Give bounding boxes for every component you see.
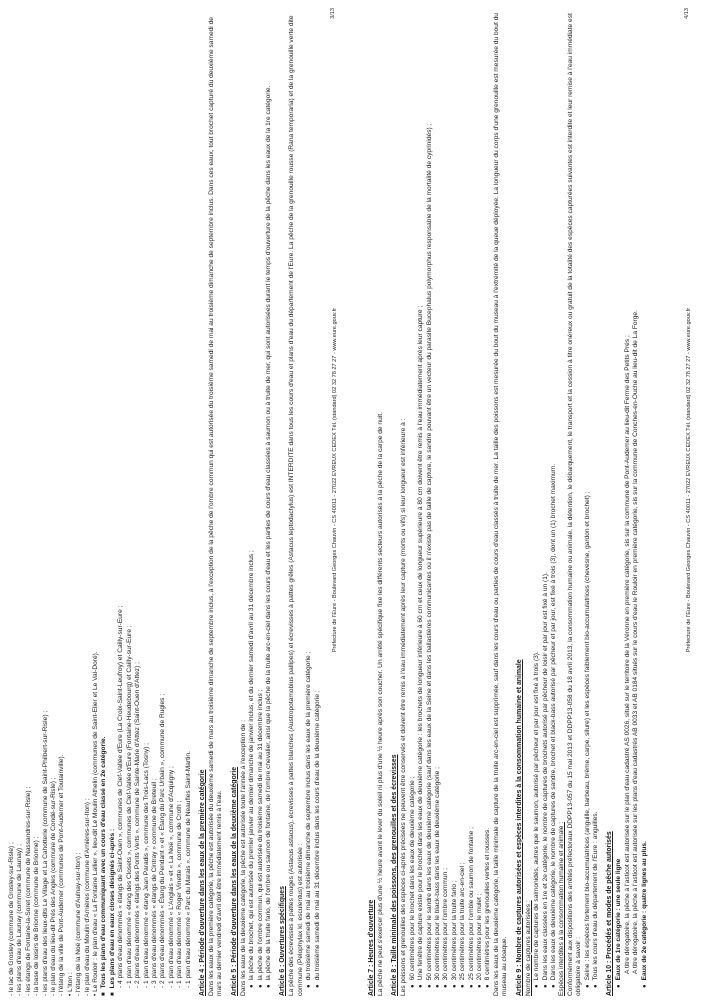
list-item: ● Dans les eaux classées en 1re et 2e catégorie, le nombre de captures de brochets autorisé par pêcheur de loisir et par jour est fixé à un (1).	[542, 4, 550, 988]
list-item: ● la pêche du brochet, qui est autorisée du premier janvier au dernier dimanche de janvier inclus, et du dernier samedi d'avril au 31 décembre inclus ;	[248, 4, 256, 988]
list-item: A titre dérogatoire, la pêche à l'asticot est autorisée sur les plans d'eau cadastrés AB 0033 et AB 0184 situés sur le cours d'eau le Rouloir en première catégorie, sis sur la commune de Conches-en-Ouche au lieu-dit de La Forge.	[632, 310, 640, 974]
list-item: - les plans d'eau de Launay (commune de Launay) ;	[16, 844, 24, 996]
list-item: ● Le nombre de captures de salmonidés, autres que le saumon, autorisé par pêcheur et par jour est fixé à trois (3).	[533, 4, 541, 988]
list-item: A titre dérogatoire, la pêche à l'asticot est autorisée sur le plan d'eau cadastré AS 0026, situé sur le territoire de la Véronne en première catégorie, sis sur la commune de Pont-Audemer au lieu-dit Ferme des Petits Prés ;	[623, 335, 631, 974]
list-item: - le plan d'eau du lieu-dit Prés des Angles (commune de Condé-sur-Risle) ;	[50, 777, 58, 996]
list-item: ● 20 centimètres pour le mulet ;	[476, 4, 484, 988]
article-5-title: Article 5 : Période d'ouverture dans les eaux de la deuxième catégorie	[230, 766, 238, 996]
article-10-title: Article 10 : Procédés et modes de pêche autorisés	[606, 831, 614, 996]
article-4-text: Dans les eaux de la première catégorie, la pêche est autorisée du deuxième samedi de mars au troisième dimanche de septembre inclus, à l'exception de la pêche de l'ombre commun qui est autorisée du troisième samedi de mai au troisième dimanche de septembre inclus. Dans ces eaux, tout brochet capturé du deuxième samedi de mars au dernier vendredi d'avril doit être immédiatement remis à l'eau.	[207, 17, 224, 996]
list-item: • Le Rouloir : le plan d'eau « La Fontaine Lallier », lieu-dit Le Moulin Athelin (communes de Saint-Elier et Le Val-Doré).	[92, 651, 100, 996]
article-8-title: Article 8 : Taille minimale des poissons, des grenouilles et des écrevisses	[391, 754, 399, 996]
list-item: ● 8 centimètres pour les grenouilles vertes et rousses.	[484, 4, 492, 988]
list-item: - le lac de Grosley (commune de Grosley-sur-Risle) ;	[8, 842, 15, 996]
list-item: - 3 plans d'eau dénommés « étangs de Cintray » commune de Breteuil ;	[150, 778, 158, 988]
list-item: - 1 plan d'eau dénommé « étang Jean Paradis », commune des Trois-Lacs (Tosny) ;	[142, 743, 150, 988]
article-9-list-2	[584, 4, 601, 996]
list-item: ● 30 centimètres pour l'ombre commun ;	[442, 4, 450, 988]
list-item: - 1 plan d'eau dénommé « étang des Closets », communes de Clef-Vallée d'Eure (Fontaine-Heudebourg) et Cailly-sur-Eure ;	[125, 625, 133, 988]
list-item: ● 60 centimètres pour le brochet dans les eaux de deuxième catégorie ;	[409, 4, 417, 988]
list-item: - le plan d'eau du Moulin d'Arnières (commune d'Arnières-sur-Iton) ;	[83, 798, 91, 996]
list-item: ● du troisième samedi de mai au troisième dimanche de septembre inclus dans les eaux de la première catégorie ;	[305, 4, 313, 988]
list-item: ● 25 centimètres pour la truite arc-en-ciel ;	[459, 4, 467, 988]
footer-right: Préfecture de l'Eure - Boulevard Georges Chauvin - CS 40011 - 27022 EVREUX CEDEX Tél. (standard) 02 32 78 27 27 - www.eure.gouv.fr	[686, 307, 692, 653]
list-item: ● Dans les eaux de deuxième catégorie, le nombre de captures de sandre, brochet et black-bass autorisé par pêcheur et par jour, est fixé à trois (3), dont un (1) brochet maximum.	[550, 4, 558, 988]
page-left	[0, 0, 353, 1000]
list-item: - 1 plan d'eau dénommé « Roger Vinette », commune de Croth ;	[176, 800, 184, 988]
article-9-subtitle: Nombre de captures autorisées :	[524, 900, 532, 996]
bullet-closed-waters: ■ Les plans d'eau en eaux closes désignés ci-après :	[109, 4, 117, 996]
article-8-list	[409, 4, 493, 996]
footer-left: Préfecture de l'Eure - Boulevard Georges Chauvin - CS 40011 - 27022 EVREUX CEDEX Tél. (standard) 02 32 78 27 27 - www.eure.gouv.fr	[332, 307, 338, 653]
page-right	[354, 0, 707, 1000]
article-8-text-2: Dans les eaux de la deuxième catégorie, la taille minimale de capture de la truite arc-en-ciel est supprimée, sauf dans les cours d'eau ou parties de cours d'eau classés à truite de mer. La taille des poissons est mesurée du bout du museau à l'extrémité de la queue déployée. La longueur du corps d'une grenouille est mesurée du bout du museau au cloaque.	[492, 13, 509, 996]
article-10-item-2: ● Eaux de 2e catégorie : quatre lignes au plus.	[641, 4, 649, 988]
article-7-text: La pêche ne peut s'exercer plus d'une ½ heure avant le lever du soleil ni plus d'une ½ heure après son coucher. Un arrêté spécifique fixe les différents secteurs autorisés à la pêche de la carpe de nuit.	[377, 412, 384, 996]
list-item: ● la pêche de la truite fario, de l'ombre ou saumon de fontaine, de l'ombre chevalier, ainsi que la pêche de la truite arc-en-ciel dans les cours d'eau et les parties de cours d'eau classées à saumon ou à truite de mer, qui sont autorisées durant le temps d'ouverture de la pêche dans les eaux de la 1re catégorie.	[265, 4, 273, 988]
list-item: - 2 plans d'eau dénommés « étangs des Ponts Verts », commune de Sainte-Marie d'Attez (Saint-Ouen d'Attez) ;	[134, 662, 142, 988]
list-item: ● 30 centimètres pour le black-bass dans les eaux de deuxième catégorie ;	[434, 4, 442, 988]
list-item: - la base de loisirs de Brionne (commune de Brionne) ;	[33, 836, 41, 996]
article-5-list	[248, 4, 273, 996]
closed-waters-list	[117, 4, 193, 996]
list-item: - 4 plans d'eau dénommés « étangs de Saint-Ouen », communes de Clef-Vallée d'Eure (La Croix-Saint-Leufroy) et Cailly-sur-Eure ;	[117, 605, 125, 988]
article-6-title: Article 6 : Ouvertures spécifiques	[279, 886, 287, 996]
article-4-title: Article 4 : Période d'ouverture dans les eaux de la première catégorie	[198, 769, 206, 996]
article-9-subtitle-2: Espèces interdites à la consommation humaine et animale :	[558, 821, 566, 996]
article-8-text: Les poissons et grenouilles des espèces ci-après précisées ne peuvent être conservés et doivent être remis à l'eau immédiatement après leur capture (morts ou vifs) si leur longueur est inférieure à :	[400, 418, 408, 996]
bullet-category-2: ■ Tous les plans d'eau communiquant avec un cours d'eau classé en 2e catégorie.	[100, 4, 108, 996]
list-item: ● Une fenêtre de capture existe pour le brochet dans les eaux de deuxième catégorie : les brochets de longueur inférieure à 60 cm et ceux de longueur supérieure à 80 cm doivent être remis à l'eau immédiatement après leur capture ;	[417, 4, 425, 988]
article-6-list	[305, 4, 322, 996]
list-item: - 1 plan d'eau dénommé « L'Anglais » et « La Noë », commune d'Acquigny ;	[167, 766, 175, 988]
article-10-sublist	[624, 4, 641, 996]
list-item: ● 30 centimètres pour la truite fario ;	[451, 4, 459, 988]
list-item: - l'étang de la Noë (commune d'Aulnay-sur-Iton) ;	[75, 852, 83, 996]
article-10-item-1: ● Eaux de 1re catégorie : une seule ligne	[615, 4, 623, 988]
article-9-text: Conformément aux dispositions des arrêtés préfectoraux DDPP13-057 du 15 mai 2013 et DDPP13-058 du 18 avril 2013, la consommation humaine ou animale, la détention, le débarquement, le transport et la cession à titre onéreux ou gratuit de la totalité des espèces capturées suivantes est interdite et leur remise à l'eau immédiate est obligatoire à savoir :	[566, 13, 583, 996]
list-item: ● la pêche de l'ombre commun, qui est autorisée du troisième samedi de mai au 31 décembre inclus ;	[257, 4, 265, 988]
list-item: ● Seine : les espèces fortement bio-accumulatrices (anguille, barbeau, brème, carpe, silure) et les espèces faiblement bio-accumulatrices (chevesne, gardon et brochet) ;	[584, 4, 592, 988]
article-7-title: Article 7 : Heures d'ouverture	[368, 899, 375, 996]
list-item: ● du troisième samedi de mai au 31 décembre inclus dans les cours d'eau de la deuxième catégorie ;	[314, 4, 322, 988]
list-item: - les étangs de Fontaine-la-Soret (commune de Nassandres-sur-Risle) ;	[24, 786, 32, 996]
list-item: - 2 plans d'eau dénommés « Étang du Pendant » et « Étang du Parc Urbain », commune de Rugles ;	[159, 693, 167, 988]
river-plan-list	[8, 4, 100, 996]
list-item: ● Tous les cours d'eau du département de l'Eure : anguilles.	[592, 4, 600, 988]
page-number-left: 3/13	[330, 8, 336, 19]
list-item: ● 50 centimètres pour le sandre dans les eaux de deuxième catégorie (sauf dans les eaux de la Seine et dans les ballastières communicantes où il n'existe pas de taille de capture, le sandre pouvant être un vecteur du parasite Bucephalus polymorphus responsable de la mortalité de cyprinidés) ;	[426, 4, 434, 988]
list-item: - les plans d'eau des lieux-dits Le Village et La Cahotterie (commune de Saint-Philbert-sur-Risle) ;	[41, 710, 49, 996]
article-9-title: Article 9 : Nombre de captures autorisées et espèces interdites à la consommation humaine et animale	[515, 659, 523, 996]
list-item: - 1 plan d'eau dénommé « Parc du Marais », commune de Neaufles Saint-Martin.	[184, 751, 192, 988]
page-number-right: 4/13	[684, 8, 690, 19]
list-item: - l'étang de la ville de Pont-Audemer (communes de Pont-Audemer et Toutainville).	[58, 754, 66, 996]
article-5-text: Dans les eaux de la deuxième catégorie, la pêche est autorisée toute l'année à l'exception de :	[239, 720, 247, 996]
article-6-text: La pêche des écrevisses à pattes rouges (Astacus astacus), écrevisses à pattes blanches (Austropotamobius pallipes) et écrevisses à pattes grêles (Astacus leptodactylus) est INTERDITE dans tous les cours d'eau et plans d'eau du département de l'Eure. La pêche de la grenouille rousse (Rana temporaria) et de la grenouille verte dite commune (Pelophylax kl. esculentus) est autorisée :	[288, 15, 304, 996]
article-9-list	[533, 4, 558, 996]
list-item: • L'Iton :	[66, 972, 74, 996]
list-item: ● 25 centimètres pour l'omble ou saumon de fontaine ;	[468, 4, 476, 988]
